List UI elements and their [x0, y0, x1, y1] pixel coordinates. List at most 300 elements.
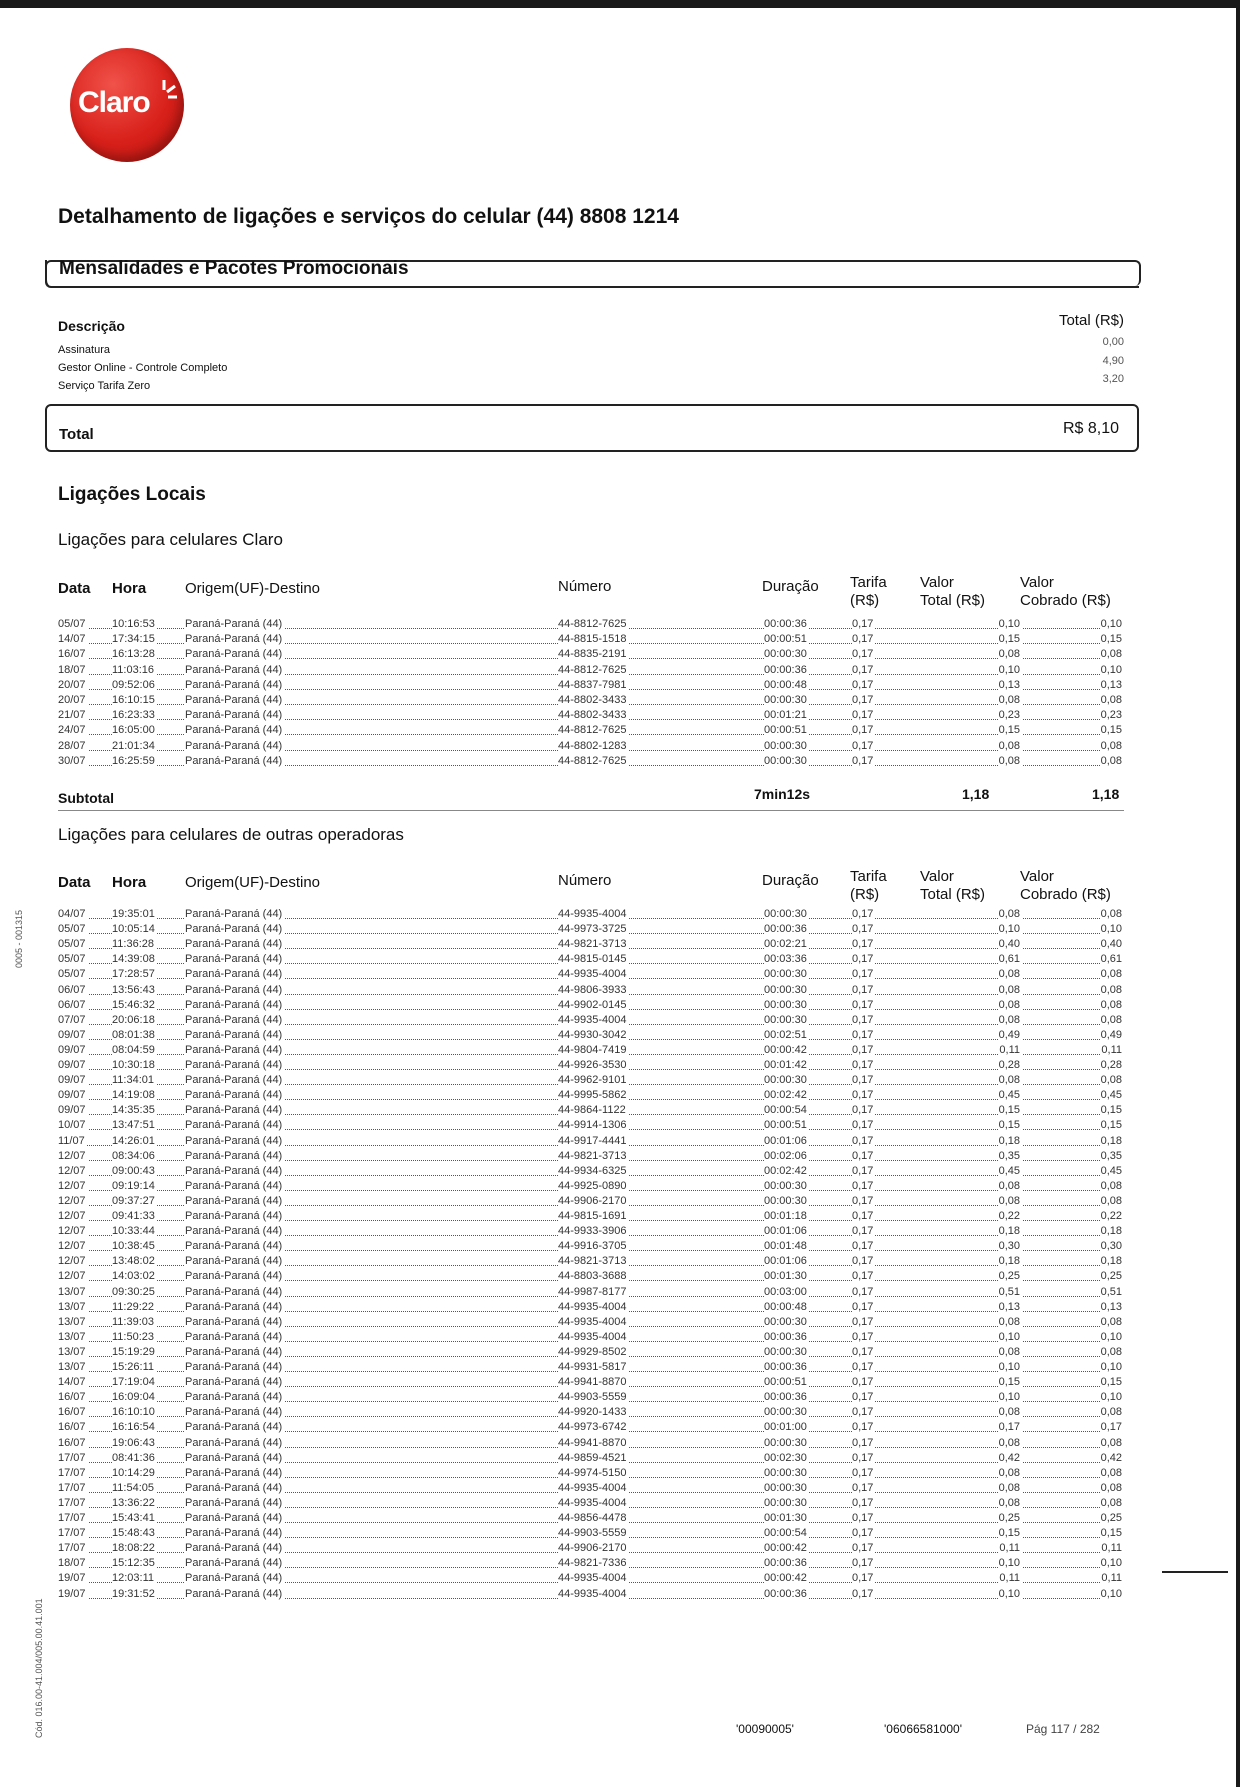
cell-duracao: 00:00:30 [764, 1074, 807, 1087]
cell-valor-total: 0,45 [998, 1164, 1020, 1177]
cell-valor-cobrado: 0,10 [1100, 1361, 1122, 1373]
cell-origem: Paraná-Paraná (44) [185, 1210, 283, 1222]
cell-origem: Paraná-Paraná (44) [185, 1496, 283, 1509]
cell-hora: 19:35:01 [112, 908, 155, 920]
page-title: Detalhamento de ligações e serviços do celular (44) 8808 1214 [58, 205, 679, 228]
cell-origem: Paraná-Paraná (44) [185, 1391, 283, 1404]
cell-numero: 44-9929-8502 [558, 1345, 627, 1358]
cell-data: 12/07 [58, 1149, 86, 1162]
cell-origem: Paraná-Paraná (44) [185, 1255, 283, 1268]
cell-duracao: 00:00:30 [764, 998, 807, 1011]
cell-valor-total: 0,10 [998, 618, 1020, 630]
side-code-bottom: Cód. 016.00-41.004/005.00.41.001 [34, 1598, 44, 1738]
cell-tarifa: 0,17 [852, 983, 874, 996]
cell-numero: 44-9821-7336 [558, 1557, 627, 1570]
col-hora: Hora [112, 580, 147, 597]
cell-valor-cobrado: 0,08 [1100, 1406, 1122, 1419]
cell-duracao: 00:00:30 [764, 1179, 807, 1192]
cell-duracao: 00:02:21 [764, 938, 807, 951]
cell-valor-total: 0,08 [998, 968, 1020, 981]
cell-data: 21/07 [58, 709, 86, 722]
cell-tarifa: 0,17 [852, 618, 874, 630]
table-row [58, 968, 1124, 983]
cell-tarifa: 0,17 [852, 1542, 874, 1555]
cell-valor-total: 0,61 [998, 953, 1020, 966]
cell-numero: 44-9903-5559 [558, 1527, 627, 1540]
cell-tarifa: 0,17 [852, 1436, 874, 1449]
cell-valor-cobrado: 0,08 [1100, 968, 1122, 981]
table-row [58, 648, 1124, 663]
cell-duracao: 00:00:36 [764, 663, 807, 676]
cell-valor-total: 0,11 [999, 1572, 1020, 1585]
cell-tarifa: 0,17 [852, 1406, 874, 1419]
cell-hora: 16:25:59 [112, 754, 155, 767]
cell-numero: 44-9804-7419 [558, 1043, 627, 1056]
cell-tarifa: 0,17 [852, 1481, 874, 1494]
cell-duracao: 00:00:36 [764, 1587, 807, 1600]
cell-duracao: 00:00:51 [764, 1119, 807, 1132]
cell-data: 10/07 [58, 1119, 86, 1132]
cell-data: 12/07 [58, 1164, 86, 1177]
cell-valor-total: 0,08 [998, 1481, 1020, 1494]
cell-valor-total: 0,08 [998, 1466, 1020, 1479]
cell-valor-total: 0,45 [998, 1089, 1020, 1102]
cell-hora: 10:30:18 [112, 1059, 155, 1071]
cell-valor-cobrado: 0,08 [1100, 1179, 1122, 1192]
cell-duracao: 00:00:30 [764, 1345, 807, 1358]
cell-numero: 44-9935-4004 [558, 1496, 627, 1509]
cell-origem: Paraná-Paraná (44) [185, 1436, 283, 1449]
cell-hora: 09:52:06 [112, 678, 155, 691]
cell-valor-total: 0,25 [998, 1512, 1020, 1524]
cell-duracao: 00:00:42 [764, 1572, 807, 1585]
cell-data: 16/07 [58, 1406, 86, 1419]
table-row [58, 1240, 1124, 1255]
cell-valor-cobrado: 0,08 [1100, 1194, 1122, 1207]
subtotal-cobrado: 1,18 [1092, 786, 1120, 802]
cell-valor-cobrado: 0,45 [1100, 1164, 1122, 1177]
cell-origem: Paraná-Paraná (44) [185, 633, 283, 646]
cell-data: 17/07 [58, 1466, 86, 1479]
cell-tarifa: 0,17 [852, 1134, 874, 1147]
logo-rays-icon [156, 78, 178, 100]
table-row [58, 618, 1124, 633]
cell-tarifa: 0,17 [852, 1059, 874, 1071]
table-row [58, 1512, 1124, 1527]
cell-data: 12/07 [58, 1194, 86, 1207]
cell-hora: 11:34:01 [112, 1074, 155, 1087]
table-row [58, 1572, 1124, 1587]
cell-origem: Paraná-Paraná (44) [185, 1345, 283, 1358]
cell-origem: Paraná-Paraná (44) [185, 1225, 283, 1238]
cell-data: 13/07 [58, 1361, 86, 1373]
cell-valor-total: 0,13 [998, 1300, 1020, 1313]
cell-numero: 44-9941-8870 [558, 1376, 627, 1389]
cell-valor-cobrado: 0,18 [1100, 1225, 1122, 1238]
cell-numero: 44-9917-4441 [558, 1134, 627, 1147]
cell-hora: 13:48:02 [112, 1255, 155, 1268]
cell-numero: 44-9935-4004 [558, 1572, 627, 1585]
cell-origem: Paraná-Paraná (44) [185, 739, 283, 752]
cell-valor-cobrado: 0,08 [1100, 1436, 1122, 1449]
cell-data: 28/07 [58, 739, 86, 752]
cell-data: 09/07 [58, 1043, 86, 1056]
cell-duracao: 00:00:48 [764, 678, 807, 691]
cell-duracao: 00:00:30 [764, 648, 807, 661]
table-row [58, 1044, 1124, 1059]
cell-duracao: 00:00:36 [764, 1557, 807, 1570]
cell-valor-cobrado: 0,10 [1100, 923, 1122, 936]
cell-numero: 44-9821-3713 [558, 1149, 627, 1162]
col-valor-cobrado-2: Valor Cobrado (R$) [1020, 868, 1111, 903]
cell-data: 16/07 [58, 1421, 86, 1434]
cell-hora: 09:41:33 [112, 1210, 155, 1222]
cell-numero: 44-9815-0145 [558, 953, 627, 966]
cell-valor-total: 0,08 [998, 739, 1020, 752]
total-value: R$ 8,10 [1062, 420, 1119, 437]
cell-valor-cobrado: 0,08 [1100, 1466, 1122, 1479]
cell-data: 11/07 [58, 1134, 85, 1147]
cell-numero: 44-8812-7625 [558, 724, 627, 737]
cell-hora: 11:50:23 [112, 1330, 155, 1343]
cell-data: 20/07 [58, 694, 86, 706]
cell-numero: 44-8802-1283 [558, 739, 627, 752]
cell-valor-total: 0,10 [998, 1557, 1020, 1570]
cell-hora: 08:04:59 [112, 1043, 155, 1056]
table-row [58, 1588, 1124, 1603]
cell-duracao: 00:01:30 [764, 1270, 807, 1283]
cell-valor-cobrado: 0,10 [1100, 1557, 1122, 1570]
cell-data: 09/07 [58, 1059, 86, 1071]
cell-valor-total: 0,22 [998, 1210, 1020, 1222]
table-row [58, 1180, 1124, 1195]
cell-valor-cobrado: 0,08 [1100, 1013, 1122, 1026]
table-row [58, 1542, 1124, 1557]
cell-numero: 44-8812-7625 [558, 618, 627, 630]
cell-valor-total: 0,35 [998, 1149, 1020, 1162]
cell-valor-cobrado: 0,08 [1100, 648, 1122, 661]
cell-data: 13/07 [58, 1300, 86, 1313]
cell-origem: Paraná-Paraná (44) [185, 1451, 283, 1464]
cell-numero: 44-9926-3530 [558, 1059, 627, 1071]
cell-tarifa: 0,17 [852, 694, 874, 706]
cell-origem: Paraná-Paraná (44) [185, 1466, 283, 1479]
cell-tarifa: 0,17 [852, 1013, 874, 1026]
cell-valor-total: 0,42 [998, 1451, 1020, 1464]
cell-hora: 19:31:52 [112, 1587, 155, 1600]
cell-valor-total: 0,08 [998, 908, 1020, 920]
cell-numero: 44-9906-2170 [558, 1194, 627, 1207]
cell-data: 17/07 [58, 1451, 86, 1464]
cell-data: 14/07 [58, 1376, 86, 1389]
table-row [58, 1331, 1124, 1346]
cell-valor-cobrado: 0,08 [1100, 754, 1122, 767]
cell-tarifa: 0,17 [852, 908, 874, 920]
cell-valor-cobrado: 0,10 [1100, 1391, 1122, 1404]
table-row [58, 908, 1124, 923]
cell-valor-total: 0,10 [998, 1361, 1020, 1373]
cell-valor-total: 0,08 [998, 1179, 1020, 1192]
cell-data: 13/07 [58, 1285, 86, 1298]
cell-tarifa: 0,17 [852, 1164, 874, 1177]
cell-data: 06/07 [58, 998, 86, 1011]
cell-origem: Paraná-Paraná (44) [185, 663, 283, 676]
cell-hora: 10:14:29 [112, 1466, 155, 1479]
cell-numero: 44-9935-4004 [558, 1481, 627, 1494]
table-row [58, 1421, 1124, 1436]
cell-valor-cobrado: 0,28 [1100, 1059, 1122, 1071]
cell-numero: 44-9933-3906 [558, 1225, 627, 1238]
subtotal-duration: 7min12s [754, 786, 811, 802]
cell-tarifa: 0,17 [852, 1119, 874, 1132]
cell-data: 20/07 [58, 678, 86, 691]
cell-hora: 11:36:28 [112, 938, 155, 951]
cell-valor-total: 0,08 [998, 983, 1020, 996]
cell-valor-total: 0,15 [998, 633, 1020, 646]
cell-valor-cobrado: 0,10 [1100, 618, 1122, 630]
cell-valor-cobrado: 0,11 [1101, 1542, 1122, 1555]
cell-hora: 11:39:03 [112, 1315, 155, 1328]
cell-numero: 44-8802-3433 [558, 709, 627, 722]
cell-numero: 44-9934-6325 [558, 1164, 627, 1177]
cell-origem: Paraná-Paraná (44) [185, 1587, 283, 1600]
cell-origem: Paraná-Paraná (44) [185, 1542, 283, 1555]
cell-origem: Paraná-Paraná (44) [185, 983, 283, 996]
cell-duracao: 00:01:06 [764, 1255, 807, 1268]
cell-valor-total: 0,15 [998, 724, 1020, 737]
cell-numero: 44-9935-4004 [558, 1587, 627, 1600]
cell-origem: Paraná-Paraná (44) [185, 1330, 283, 1343]
cell-valor-cobrado: 0,15 [1100, 1376, 1122, 1389]
table-row [58, 1497, 1124, 1512]
table-row [58, 694, 1124, 709]
cell-hora: 13:36:22 [112, 1496, 155, 1509]
col-origem-2: Origem(UF)-Destino [185, 874, 321, 891]
cell-tarifa: 0,17 [852, 1179, 874, 1192]
cell-duracao: 00:00:51 [764, 1376, 807, 1389]
cell-data: 09/07 [58, 1089, 86, 1102]
col-valor-total: Valor Total (R$) [920, 574, 986, 609]
cell-valor-total: 0,10 [998, 1391, 1020, 1404]
cell-origem: Paraná-Paraná (44) [185, 953, 283, 966]
ligacoes-locais-heading: Ligações Locais [58, 484, 206, 505]
cell-valor-total: 0,10 [998, 923, 1020, 936]
cell-numero: 44-9856-4478 [558, 1512, 627, 1524]
item-gestor: Gestor Online - Controle Completo [58, 362, 228, 374]
cell-hora: 09:30:25 [112, 1285, 155, 1298]
cell-valor-cobrado: 0,61 [1100, 953, 1122, 966]
cell-valor-total: 0,15 [998, 1376, 1020, 1389]
cell-valor-total: 0,15 [998, 1104, 1020, 1117]
cell-tarifa: 0,17 [852, 953, 874, 966]
cell-tarifa: 0,17 [852, 1587, 874, 1600]
cell-hora: 17:34:15 [112, 633, 155, 646]
cell-data: 09/07 [58, 1074, 86, 1087]
table-row [58, 1255, 1124, 1270]
cell-origem: Paraná-Paraná (44) [185, 1104, 283, 1117]
cell-tarifa: 0,17 [852, 1376, 874, 1389]
mensalidades-header [45, 260, 1139, 288]
cell-valor-total: 0,25 [998, 1270, 1020, 1283]
col-valor-cobrado: Valor Cobrado (R$) [1020, 574, 1111, 609]
cell-valor-cobrado: 0,40 [1100, 938, 1122, 951]
cell-origem: Paraná-Paraná (44) [185, 1149, 283, 1162]
cell-origem: Paraná-Paraná (44) [185, 1527, 283, 1540]
cell-numero: 44-9806-3933 [558, 983, 627, 996]
col-tarifa: Tarifa (R$) [850, 574, 887, 609]
table-row [58, 984, 1124, 999]
table-row [58, 1270, 1124, 1285]
cell-tarifa: 0,17 [852, 1572, 874, 1585]
cell-numero: 44-9859-4521 [558, 1451, 627, 1464]
cell-data: 12/07 [58, 1270, 86, 1283]
subtotal-divider [58, 810, 1124, 811]
cell-duracao: 00:03:36 [764, 953, 807, 966]
cell-hora: 10:05:14 [112, 923, 155, 936]
cell-tarifa: 0,17 [852, 1285, 874, 1298]
table-row [58, 1361, 1124, 1376]
cell-valor-cobrado: 0,45 [1100, 1089, 1122, 1102]
cell-duracao: 00:00:30 [764, 1013, 807, 1026]
cell-duracao: 00:01:06 [764, 1134, 807, 1147]
cell-valor-total: 0,08 [998, 1406, 1020, 1419]
table-row [58, 923, 1124, 938]
cell-valor-total: 0,18 [998, 1134, 1020, 1147]
cell-tarifa: 0,17 [852, 1345, 874, 1358]
cell-tarifa: 0,17 [852, 633, 874, 646]
claro-section-heading: Ligações para celulares Claro [58, 530, 283, 549]
cell-hora: 17:19:04 [112, 1376, 155, 1389]
cell-tarifa: 0,17 [852, 1240, 874, 1253]
cell-origem: Paraná-Paraná (44) [185, 908, 283, 920]
cell-tarifa: 0,17 [852, 1391, 874, 1404]
col-duracao: Duração [762, 578, 819, 595]
cell-duracao: 00:01:30 [764, 1512, 807, 1524]
cell-valor-cobrado: 0,15 [1100, 633, 1122, 646]
cell-duracao: 00:01:21 [764, 709, 807, 722]
cell-origem: Paraná-Paraná (44) [185, 648, 283, 661]
cell-valor-total: 0,08 [998, 1436, 1020, 1449]
table-row [58, 1376, 1124, 1391]
cell-origem: Paraná-Paraná (44) [185, 1300, 283, 1313]
cell-valor-cobrado: 0,08 [1100, 908, 1122, 920]
cell-valor-cobrado: 0,35 [1100, 1149, 1122, 1162]
cell-duracao: 00:01:42 [764, 1059, 807, 1071]
col-numero-2: Número [558, 872, 612, 889]
cell-data: 18/07 [58, 663, 86, 676]
cell-duracao: 00:00:30 [764, 1481, 807, 1494]
cell-data: 16/07 [58, 1436, 86, 1449]
cell-hora: 20:06:18 [112, 1013, 155, 1026]
cell-valor-total: 0,51 [998, 1285, 1020, 1298]
cell-tarifa: 0,17 [852, 724, 874, 737]
table-row [58, 1316, 1124, 1331]
cell-origem: Paraná-Paraná (44) [185, 1013, 283, 1026]
cell-valor-total: 0,40 [998, 938, 1020, 951]
logo-text: Claro [78, 86, 150, 119]
cell-numero: 44-9987-8177 [558, 1285, 627, 1298]
cell-numero: 44-9815-1691 [558, 1210, 627, 1222]
cell-hora: 09:37:27 [112, 1194, 155, 1207]
cell-valor-total: 0,08 [998, 1013, 1020, 1026]
table-row [58, 1029, 1124, 1044]
mensalidades-heading: Mensalidades e Pacotes Promocionais [59, 258, 409, 279]
cell-hora: 15:46:32 [112, 998, 155, 1011]
footer-code-1: '00090005' [736, 1722, 794, 1736]
cell-valor-total: 0,30 [998, 1240, 1020, 1253]
cell-data: 13/07 [58, 1315, 86, 1328]
cell-valor-cobrado: 0,15 [1100, 724, 1122, 737]
cell-duracao: 00:02:42 [764, 1089, 807, 1102]
cell-numero: 44-9821-3713 [558, 1255, 627, 1268]
table-row [58, 1059, 1124, 1074]
cell-valor-total: 0,17 [998, 1421, 1020, 1434]
cell-hora: 16:05:00 [112, 724, 155, 737]
cell-valor-cobrado: 0,17 [1100, 1421, 1122, 1434]
col-origem: Origem(UF)-Destino [185, 580, 321, 597]
cell-data: 07/07 [58, 1013, 86, 1026]
cell-origem: Paraná-Paraná (44) [185, 1089, 283, 1102]
col-data: Data [58, 580, 91, 597]
table-row [58, 1452, 1124, 1467]
cell-duracao: 00:02:42 [764, 1164, 807, 1177]
cell-hora: 08:41:36 [112, 1451, 155, 1464]
cell-tarifa: 0,17 [852, 1300, 874, 1313]
cell-duracao: 00:00:30 [764, 908, 807, 920]
cell-hora: 21:01:34 [112, 739, 155, 752]
cell-duracao: 00:00:48 [764, 1300, 807, 1313]
cell-hora: 10:33:44 [112, 1225, 155, 1238]
cell-hora: 18:08:22 [112, 1542, 155, 1555]
table-row [58, 1074, 1124, 1089]
cell-origem: Paraná-Paraná (44) [185, 1028, 283, 1041]
item-gestor-value: 4,90 [1102, 355, 1124, 367]
cell-duracao: 00:00:30 [764, 983, 807, 996]
cell-tarifa: 0,17 [852, 1466, 874, 1479]
cell-origem: Paraná-Paraná (44) [185, 1194, 283, 1207]
cell-origem: Paraná-Paraná (44) [185, 1074, 283, 1087]
cell-data: 12/07 [58, 1240, 86, 1253]
cell-tarifa: 0,17 [852, 648, 874, 661]
descricao-label: Descrição [58, 318, 125, 334]
cell-duracao: 00:00:36 [764, 1391, 807, 1404]
cell-valor-total: 0,08 [998, 1194, 1020, 1207]
cell-origem: Paraná-Paraná (44) [185, 1270, 283, 1283]
cell-numero: 44-9903-5559 [558, 1391, 627, 1404]
cell-numero: 44-9930-3042 [558, 1028, 627, 1041]
cell-numero: 44-9962-9101 [558, 1074, 627, 1087]
cell-valor-cobrado: 0,13 [1100, 678, 1122, 691]
cell-hora: 15:26:11 [112, 1361, 155, 1373]
cell-origem: Paraná-Paraná (44) [185, 1361, 283, 1373]
cell-hora: 14:19:08 [112, 1089, 155, 1102]
cell-hora: 08:34:06 [112, 1149, 155, 1162]
scan-border-right [1236, 0, 1240, 1787]
cell-valor-total: 0,15 [998, 1527, 1020, 1540]
cell-origem: Paraná-Paraná (44) [185, 1557, 283, 1570]
cell-hora: 14:39:08 [112, 953, 155, 966]
cell-origem: Paraná-Paraná (44) [185, 1376, 283, 1389]
cell-data: 30/07 [58, 754, 86, 767]
cell-origem: Paraná-Paraná (44) [185, 1240, 283, 1253]
cell-numero: 44-9931-5817 [558, 1361, 627, 1373]
cell-hora: 14:26:01 [112, 1134, 155, 1147]
cell-origem: Paraná-Paraná (44) [185, 1572, 283, 1585]
cell-origem: Paraná-Paraná (44) [185, 1134, 283, 1147]
cell-valor-cobrado: 0,23 [1100, 709, 1122, 722]
cell-hora: 10:38:45 [112, 1240, 155, 1253]
cell-valor-cobrado: 0,10 [1100, 1587, 1122, 1600]
